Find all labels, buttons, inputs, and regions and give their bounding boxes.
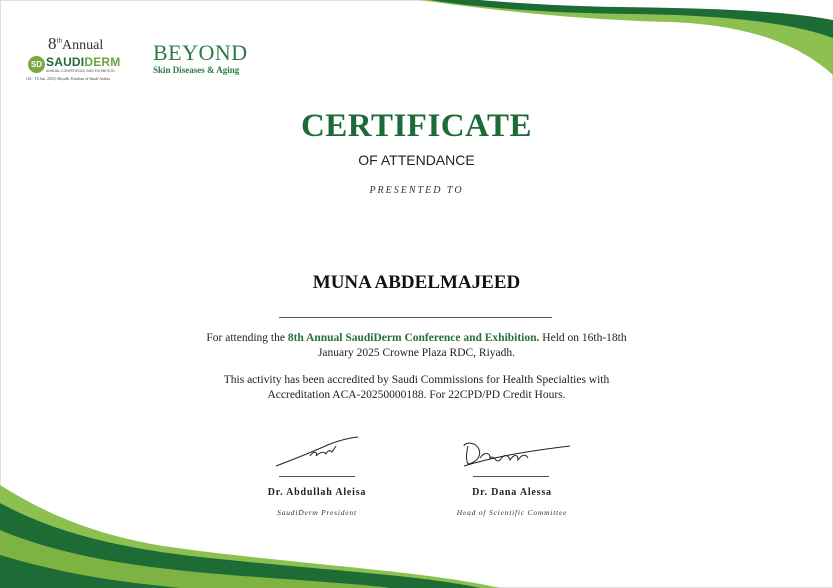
certificate-title: CERTIFICATE xyxy=(300,108,533,144)
signature-2-image xyxy=(460,436,575,472)
signatory-2-name: Dr. Dana Alessa xyxy=(472,487,552,498)
signatory-1-role: SaudiDerm President xyxy=(277,508,357,517)
bottom-left-wave-decoration xyxy=(0,485,500,588)
attendance-statement: For attending the 8th Annual SaudiDerm Conference and Exhibition. Held on 16th-18th January 2025 Crowne Plaza RDC, Riyadh. xyxy=(206,332,627,359)
beyond-title: BEYOND xyxy=(153,40,248,65)
signatory-2-role: Head of Scientific Committee xyxy=(456,508,568,517)
certificate-subtitle: OF ATTENDANCE xyxy=(358,152,475,168)
presented-to-label: PRESENTED TO xyxy=(369,185,464,196)
event-dates: (16 - 18 Jan, 2025) Riyadh, Kindom of Saudi Arabia xyxy=(26,76,111,81)
beyond-subtitle: Skin Diseases & Aging xyxy=(153,65,240,75)
signatory-1-name: Dr. Abdullah Aleisa xyxy=(267,487,367,498)
brand-subtitle: ANNUAL CONFERENCE AND EXHIBITION xyxy=(46,69,115,73)
sd-badge-icon: SD xyxy=(28,56,45,73)
saudiderm-logo xyxy=(26,30,136,85)
signature-2-line xyxy=(473,476,549,477)
recipient-underline xyxy=(279,317,552,318)
beyond-logo xyxy=(153,42,248,75)
top-right-wave-decoration xyxy=(420,0,833,80)
edition-suffix: th xyxy=(56,36,62,45)
signature-1-line xyxy=(279,476,355,477)
brand-name: SAUDIDERM xyxy=(46,55,121,69)
event-name: 8th Annual SaudiDerm Conference and Exhibition. xyxy=(287,332,540,344)
signature-1-image xyxy=(272,432,362,472)
recipient-name: MUNA ABDELMAJEED xyxy=(312,272,521,293)
edition-number: 8 xyxy=(48,34,57,53)
annual-label: Annual xyxy=(62,38,104,53)
accreditation-statement: This activity has been accredited by Saudi Commissions for Health Specialties with Accreditation ACA-20250000188. For 22CPD/PD Credit Hours. xyxy=(223,374,610,401)
